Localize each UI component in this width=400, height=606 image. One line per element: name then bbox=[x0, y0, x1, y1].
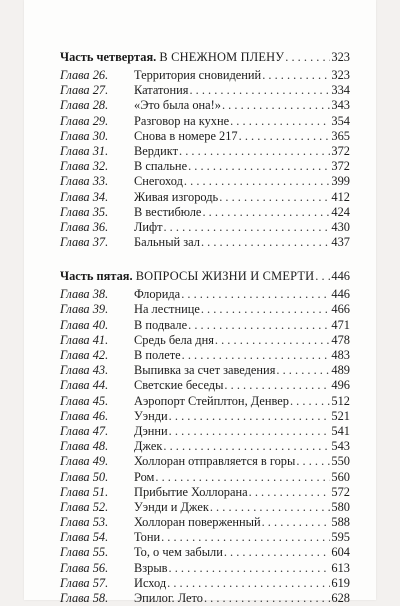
chapter-number: Глава 28. bbox=[60, 98, 109, 113]
part-number: Часть пятая. bbox=[60, 269, 133, 284]
book-page bbox=[24, 0, 376, 605]
page-number: 343 bbox=[331, 98, 350, 113]
chapter-title: Джек bbox=[134, 439, 163, 454]
chapter-number: Глава 39. bbox=[60, 302, 109, 317]
chapter-title: Ром bbox=[134, 469, 155, 484]
chapter-number: Глава 51. bbox=[60, 484, 109, 499]
chapter-title: Лифт bbox=[134, 219, 163, 234]
dot-leader bbox=[290, 394, 330, 409]
chapter-number: Глава 56. bbox=[60, 560, 109, 575]
page-number: 354 bbox=[331, 113, 350, 128]
dot-leader bbox=[215, 333, 331, 348]
toc-entry bbox=[60, 500, 350, 515]
chapter-title: В спальне bbox=[134, 159, 188, 174]
chapter-number: Глава 40. bbox=[60, 317, 109, 332]
part-title: В СНЕЖНОМ ПЛЕНУ bbox=[159, 50, 285, 64]
dot-leader bbox=[169, 409, 331, 424]
part-title: ВОПРОСЫ ЖИЗНИ И СМЕРТИ bbox=[135, 269, 315, 284]
chapter-title: «Это была она!» bbox=[134, 98, 221, 113]
page-number: 399 bbox=[331, 174, 350, 189]
toc-entry bbox=[60, 287, 350, 302]
chapter-title: То, о чем забыли bbox=[134, 545, 223, 560]
toc-entry bbox=[60, 144, 350, 159]
toc-entry bbox=[60, 561, 350, 576]
page-number: 483 bbox=[331, 348, 350, 362]
chapter-number: Глава 36. bbox=[60, 219, 109, 234]
part-heading bbox=[60, 46, 350, 68]
toc-entry bbox=[60, 98, 350, 113]
dot-leader bbox=[161, 530, 330, 545]
chapter-title: Уэнди и Джек bbox=[134, 499, 209, 514]
chapter-number: Глава 53. bbox=[60, 515, 109, 530]
dot-leader bbox=[182, 348, 331, 363]
chapter-number: Глава 31. bbox=[60, 143, 109, 158]
page-number: 412 bbox=[331, 189, 350, 204]
page-number: 588 bbox=[331, 515, 350, 530]
chapter-number: Глава 57. bbox=[60, 575, 109, 590]
page-number: 613 bbox=[331, 560, 350, 575]
chapter-list bbox=[60, 287, 350, 606]
dot-leader bbox=[224, 545, 331, 560]
dot-leader bbox=[222, 98, 330, 113]
chapter-number: Глава 27. bbox=[60, 83, 109, 98]
chapter-number: Глава 45. bbox=[60, 393, 109, 408]
chapter-title: Выпивка за счет заведения bbox=[134, 363, 276, 378]
chapter-number: Глава 33. bbox=[60, 174, 109, 189]
table-of-contents bbox=[60, 46, 350, 606]
chapter-title: Уэнди bbox=[134, 408, 168, 423]
toc-entry bbox=[60, 424, 350, 439]
dot-leader bbox=[169, 424, 331, 439]
chapter-title: Флорида bbox=[134, 287, 181, 302]
chapter-title: Территория сновидений bbox=[134, 68, 262, 82]
page-number: 365 bbox=[331, 128, 350, 143]
toc-entry bbox=[60, 530, 350, 545]
page-number: 478 bbox=[331, 332, 350, 347]
page-number: 560 bbox=[331, 469, 350, 484]
toc-entry bbox=[60, 302, 350, 317]
toc-entry bbox=[60, 378, 350, 393]
chapter-number: Глава 30. bbox=[60, 128, 109, 143]
chapter-number: Глава 32. bbox=[60, 159, 109, 174]
dot-leader bbox=[201, 235, 330, 250]
toc-entry bbox=[60, 318, 350, 333]
dot-leader bbox=[179, 144, 330, 159]
chapter-title: Холлоран поверженный bbox=[134, 515, 261, 530]
chapter-title: Снегоход bbox=[134, 174, 183, 189]
chapter-title: Средь бела дня bbox=[134, 332, 214, 347]
chapter-title: Светские беседы bbox=[134, 378, 224, 393]
toc-entry bbox=[60, 409, 350, 424]
page-number: 595 bbox=[331, 530, 350, 545]
toc-entry bbox=[60, 348, 350, 363]
dot-leader bbox=[167, 576, 330, 591]
chapter-number: Глава 52. bbox=[60, 499, 109, 514]
page-number: 323 bbox=[331, 50, 350, 64]
dot-leader bbox=[169, 561, 331, 576]
dot-leader bbox=[201, 302, 331, 317]
dot-leader bbox=[285, 46, 330, 68]
page-number: 580 bbox=[331, 499, 350, 514]
dot-leader bbox=[239, 129, 331, 144]
toc-entry bbox=[60, 363, 350, 378]
toc-entry bbox=[60, 576, 350, 591]
page-number: 550 bbox=[331, 454, 350, 469]
dot-leader bbox=[184, 174, 330, 189]
toc-entry bbox=[60, 591, 350, 606]
dot-leader bbox=[224, 378, 330, 393]
toc-entry bbox=[60, 470, 350, 485]
toc-entry bbox=[60, 190, 350, 205]
chapter-title: На лестнице bbox=[134, 302, 200, 317]
chapter-title: Тони bbox=[134, 530, 161, 545]
chapter-number: Глава 50. bbox=[60, 469, 109, 484]
dot-leader bbox=[181, 287, 330, 302]
chapter-title: Эпилог. Лето bbox=[134, 591, 203, 605]
chapter-title: В вестибюле bbox=[134, 204, 202, 219]
chapter-number: Глава 29. bbox=[60, 113, 109, 128]
dot-leader bbox=[163, 439, 330, 454]
chapter-title: Исход bbox=[134, 575, 167, 590]
chapter-title: В подвале bbox=[134, 317, 188, 332]
dot-leader bbox=[202, 205, 330, 220]
chapter-title: В полете bbox=[134, 348, 181, 362]
toc-entry bbox=[60, 333, 350, 348]
page-number: 323 bbox=[331, 68, 350, 82]
toc-entry bbox=[60, 235, 350, 250]
chapter-number: Глава 26. bbox=[60, 68, 109, 82]
toc-entry bbox=[60, 159, 350, 174]
dot-leader bbox=[296, 454, 330, 469]
page-number: 572 bbox=[331, 484, 350, 499]
toc-entry bbox=[60, 83, 350, 98]
page-number: 372 bbox=[331, 159, 350, 174]
page-number: 471 bbox=[331, 317, 350, 332]
chapter-number: Глава 42. bbox=[60, 348, 109, 362]
toc-entry bbox=[60, 129, 350, 144]
toc-entry bbox=[60, 174, 350, 189]
toc-entry bbox=[60, 485, 350, 500]
chapter-title: Холлоран отправляется в горы bbox=[134, 454, 296, 469]
page-number: 430 bbox=[331, 219, 350, 234]
chapter-title: Дэнни bbox=[134, 423, 168, 438]
toc-entry bbox=[60, 394, 350, 409]
chapter-title: Вердикт bbox=[134, 143, 179, 158]
toc-entry bbox=[60, 454, 350, 469]
dot-leader bbox=[188, 159, 330, 174]
chapter-title: Бальный зал bbox=[134, 235, 200, 250]
dot-leader bbox=[276, 363, 330, 378]
toc-entry bbox=[60, 205, 350, 220]
dot-leader bbox=[262, 515, 331, 530]
chapter-number: Глава 46. bbox=[60, 408, 109, 423]
page-number: 543 bbox=[331, 439, 350, 454]
page-number: 446 bbox=[331, 269, 350, 284]
chapter-number: Глава 34. bbox=[60, 189, 109, 204]
dot-leader bbox=[249, 485, 331, 500]
part-number: Часть четвертая. bbox=[60, 50, 157, 64]
toc-entry bbox=[60, 545, 350, 560]
chapter-number: Глава 41. bbox=[60, 332, 109, 347]
dot-leader bbox=[189, 83, 330, 98]
page-number: 334 bbox=[331, 83, 350, 98]
toc-entry bbox=[60, 114, 350, 129]
page-number: 489 bbox=[331, 363, 350, 378]
page-number: 437 bbox=[331, 235, 350, 250]
page-number: 604 bbox=[331, 545, 350, 560]
dot-leader bbox=[204, 591, 330, 606]
chapter-number: Глава 43. bbox=[60, 363, 109, 378]
toc-entry bbox=[60, 439, 350, 454]
chapter-number: Глава 55. bbox=[60, 545, 109, 560]
page-number: 628 bbox=[331, 591, 350, 605]
dot-leader bbox=[230, 114, 330, 129]
page-number: 466 bbox=[331, 302, 350, 317]
page-number: 446 bbox=[331, 287, 350, 302]
chapter-number: Глава 35. bbox=[60, 204, 109, 219]
chapter-title: Взрыв bbox=[134, 560, 168, 575]
chapter-title: Кататония bbox=[134, 83, 189, 98]
chapter-number: Глава 48. bbox=[60, 439, 109, 454]
chapter-number: Глава 54. bbox=[60, 530, 109, 545]
dot-leader bbox=[155, 470, 330, 485]
chapter-title: Аэропорт Стейплтон, Денвер bbox=[134, 393, 289, 408]
dot-leader bbox=[188, 318, 330, 333]
chapter-title: Живая изгородь bbox=[134, 189, 219, 204]
page-number: 496 bbox=[331, 378, 350, 393]
chapter-number: Глава 37. bbox=[60, 235, 109, 250]
toc-entry bbox=[60, 515, 350, 530]
chapter-number: Глава 58. bbox=[60, 591, 109, 605]
toc-entry bbox=[60, 68, 350, 83]
page-number: 424 bbox=[331, 204, 350, 219]
part-heading bbox=[60, 265, 350, 287]
toc-entry bbox=[60, 220, 350, 235]
chapter-title: Прибытие Холлорана bbox=[134, 484, 248, 499]
page-number: 512 bbox=[331, 393, 350, 408]
dot-leader bbox=[163, 220, 330, 235]
chapter-number: Глава 47. bbox=[60, 423, 109, 438]
dot-leader bbox=[262, 68, 330, 83]
chapter-list bbox=[60, 68, 350, 250]
dot-leader bbox=[315, 265, 330, 287]
chapter-title: Разговор на кухне bbox=[134, 113, 230, 128]
page-number: 521 bbox=[331, 408, 350, 423]
page-number: 541 bbox=[331, 423, 350, 438]
chapter-number: Глава 49. bbox=[60, 454, 109, 469]
dot-leader bbox=[219, 190, 330, 205]
dot-leader bbox=[210, 500, 331, 515]
chapter-number: Глава 44. bbox=[60, 378, 109, 393]
chapter-title: Снова в номере 217 bbox=[134, 128, 238, 143]
chapter-number: Глава 38. bbox=[60, 287, 109, 302]
page-number: 619 bbox=[331, 575, 350, 590]
page-number: 372 bbox=[331, 143, 350, 158]
section-gap bbox=[60, 250, 350, 265]
